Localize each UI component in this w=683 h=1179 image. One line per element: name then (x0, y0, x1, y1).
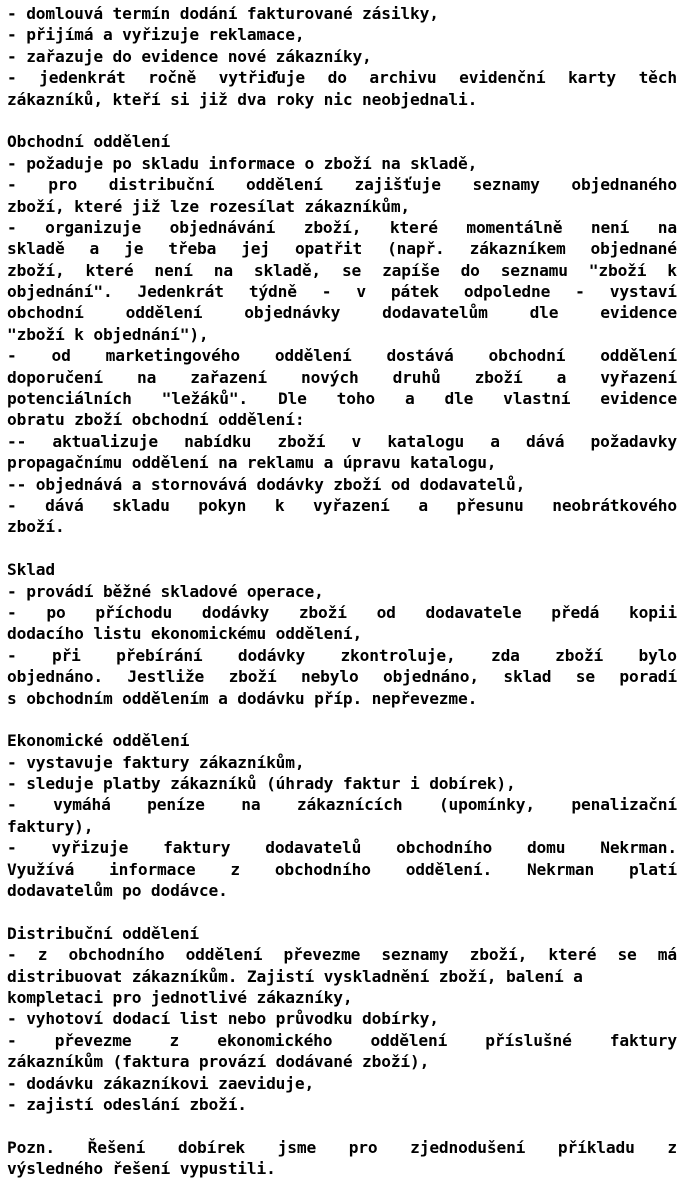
text-word: do (460, 260, 480, 280)
text-line (7, 388, 677, 409)
text-word: sklad (503, 667, 552, 687)
text-line (7, 666, 677, 687)
blank-line (7, 110, 677, 131)
text-line: obratu zboží obchodní oddělení: (7, 410, 305, 430)
text-line: faktury), (7, 816, 94, 836)
text-line: s obchodním oddělením a dodávku příp. nepřevezme. (7, 688, 478, 708)
text-line: zákazníkům (faktura provází dodávané zboží), (7, 1052, 430, 1072)
text-line: - domlouvá termín dodání fakturované zásilky, (7, 4, 439, 23)
text-word: dostává (386, 346, 454, 366)
text-word: nebylo (300, 667, 359, 687)
text-word: druhů (392, 367, 441, 387)
text-word: Jestliže (127, 667, 205, 687)
text-word: které (85, 260, 134, 280)
text-word: objednání". (7, 282, 113, 302)
text-word: dodavatele (425, 602, 522, 622)
text-line: zboží, které již lze rozesílat zákazníkům, (7, 196, 411, 216)
text-word: obchodního (274, 859, 371, 879)
text-word: vytřiďuje (218, 68, 306, 88)
text-word: objednané (590, 239, 677, 259)
text-word: není (590, 217, 630, 237)
text-word: zajišťuje (354, 175, 441, 195)
text-word: aktualizuje (52, 431, 158, 451)
text-word: momentálně (466, 217, 563, 237)
blank-line (7, 901, 677, 922)
text-word: seznamy (381, 945, 449, 965)
text-line (7, 1030, 677, 1051)
text-word: a (556, 367, 567, 387)
text-line (7, 645, 677, 666)
text-word: zjednodušení (410, 1137, 526, 1157)
text-line (7, 260, 677, 281)
text-word: skladě (7, 239, 65, 259)
text-word: dobírek (177, 1137, 246, 1157)
text-word: odpoledne (463, 282, 551, 302)
text-line (7, 174, 677, 195)
text-word: má (657, 945, 677, 965)
blank-line (7, 709, 677, 730)
text-word: pro (348, 1137, 378, 1157)
text-word: peníze (147, 795, 205, 815)
text-word: penalizační (571, 795, 677, 815)
text-word: nových (300, 367, 359, 387)
text-word: z (667, 1137, 677, 1157)
paragraph (7, 1137, 677, 1179)
text-word: objednáno, (382, 667, 479, 687)
text-word: - (575, 282, 585, 302)
text-word: není (154, 260, 193, 280)
text-word: organizuje (45, 217, 142, 237)
text-word: skladě, (253, 260, 322, 280)
section-heading: Ekonomické oddělení (7, 731, 190, 751)
text-word: které (548, 945, 597, 965)
text-line: zboží. (7, 517, 65, 537)
text-word: objednáno. (7, 667, 103, 687)
text-word: a (89, 239, 100, 259)
text-word: přebírání (116, 645, 203, 665)
text-line: - sleduje platby zákazníků (úhrady faktur i dobírek), (7, 774, 516, 794)
text-word: pokyn (198, 495, 247, 515)
text-word: evidence (600, 389, 677, 409)
text-word: marketingového (105, 346, 240, 366)
text-word: zboží (474, 367, 523, 387)
text-word: zboží, (7, 260, 65, 280)
section-heading: Sklad (7, 560, 55, 580)
text-word: vystaví (609, 282, 677, 302)
text-word: obchodní (488, 346, 566, 366)
text-line (7, 238, 677, 259)
text-line (7, 495, 677, 516)
text-word: zkontroluje, (340, 645, 456, 665)
text-word: přesunu (456, 495, 524, 515)
text-word: k (274, 495, 285, 515)
text-word: a (490, 431, 500, 451)
text-word: obchodního (68, 945, 165, 965)
text-word: se (617, 945, 637, 965)
text-word: ekonomického (217, 1030, 333, 1050)
text-word: domu (526, 838, 566, 858)
text-line: distribuovat zákazníkům. Zajistí vyskladnění zboží, balení a (7, 966, 583, 986)
text-word: pro (48, 175, 78, 195)
text-word: informace (109, 859, 196, 879)
text-word: - (7, 645, 17, 665)
text-line: výsledného řešení vypustili. (7, 1159, 276, 1179)
text-word: poradí (619, 667, 677, 687)
text-word: katalogu (387, 431, 465, 451)
text-line (7, 602, 677, 623)
text-word: objednávání (169, 217, 276, 237)
text-line (7, 944, 677, 965)
text-word: jedenkrát (39, 68, 126, 88)
text-line (7, 859, 677, 880)
text-word: těch (638, 68, 677, 88)
text-line: - provádí běžné skladové operace, (7, 581, 324, 601)
text-word: ročně (148, 68, 197, 88)
text-word: po (46, 602, 66, 622)
text-word: Nekrman. (600, 838, 677, 858)
paragraph (7, 581, 677, 709)
text-word: zda (490, 645, 520, 665)
text-word: karty (568, 68, 617, 88)
text-word: Řešení (87, 1137, 146, 1157)
blank-line (7, 1115, 677, 1136)
text-word: Využívá (7, 859, 75, 879)
text-word: v (356, 282, 366, 302)
text-word: zákazníkem (469, 239, 566, 259)
text-word: předá (551, 602, 600, 622)
text-word: které (389, 217, 438, 237)
text-word: od (376, 602, 396, 622)
text-line: - zařazuje do evidence nové zákazníky, (7, 46, 372, 66)
text-word: při (51, 645, 81, 665)
text-word: pátek (390, 282, 439, 302)
text-word: na (657, 217, 677, 237)
text-word: a (418, 495, 428, 515)
text-line: - přijímá a vyřizuje reklamace, (7, 25, 305, 45)
text-word: vlastní (503, 389, 571, 409)
paragraph (7, 3, 677, 110)
text-line (7, 367, 677, 388)
text-word: - (7, 795, 17, 815)
text-line (7, 281, 677, 302)
text-word: kopii (629, 602, 677, 622)
text-word: vyřizuje (51, 838, 129, 858)
text-word: faktury (609, 1030, 677, 1050)
section-heading: Distribuční oddělení (7, 923, 199, 943)
text-line: - požaduje po skladu informace o zboží na skladě, (7, 153, 478, 173)
text-word: na (213, 260, 233, 280)
text-line: propagačnímu oddělení na reklamu a úpravu katalogu, (7, 453, 497, 473)
text-line (7, 794, 677, 815)
text-word: - (7, 217, 17, 237)
text-word: objednávky (244, 303, 341, 323)
text-word: - (321, 282, 332, 302)
text-line (7, 1137, 677, 1158)
text-word: dle (444, 389, 474, 409)
text-word: třeba (168, 239, 217, 259)
text-word: neobrátkového (552, 495, 677, 515)
text-word: - (7, 68, 17, 88)
text-word: objednaného (571, 175, 677, 195)
text-word: zboží, (469, 945, 528, 965)
text-word: oddělení (246, 175, 323, 195)
text-word: bylo (638, 645, 677, 665)
text-word: distribuční (108, 175, 215, 195)
text-word: příchodu (95, 602, 173, 622)
text-line: dodacího listu ekonomickému oddělení, (7, 624, 363, 644)
text-word: z (230, 859, 240, 879)
text-word: převezme (54, 1030, 132, 1050)
text-word: evidenční (459, 68, 546, 88)
text-word: zapíše (382, 260, 440, 280)
text-line (7, 431, 677, 452)
text-word: skladu (112, 495, 170, 515)
text-word: toho (336, 389, 376, 409)
text-word: Dle (277, 389, 307, 409)
text-word: seznamy (472, 175, 540, 195)
text-word: k (667, 260, 677, 280)
text-line (7, 837, 677, 858)
text-word: jej (241, 239, 270, 259)
text-word: - (7, 495, 17, 515)
document-text-body (7, 3, 677, 1179)
text-word: evidence (600, 303, 677, 323)
text-word: Jedenkrát (137, 282, 224, 302)
text-word: potenciálních (7, 389, 132, 409)
paragraph (7, 752, 677, 902)
text-word: z (169, 1030, 180, 1050)
text-word: - (7, 346, 17, 366)
text-word: zboží, (303, 217, 362, 237)
text-word: dodávky (237, 645, 306, 665)
text-word: oddělení (600, 346, 677, 366)
text-word: se (341, 260, 362, 280)
text-word: na (241, 795, 261, 815)
text-word: oddělení (274, 346, 352, 366)
text-word: nabídku (184, 431, 252, 451)
text-word: - (7, 175, 17, 195)
text-word: je (124, 239, 144, 259)
text-word: opatřit (294, 239, 363, 259)
text-line: -- objednává a stornovává dodávky zboží od dodavatelů, (7, 474, 526, 494)
text-line (7, 302, 677, 323)
text-word: a (404, 389, 415, 409)
text-word: příslušné (485, 1030, 572, 1050)
text-word: dle (529, 303, 559, 323)
text-word: zařazení (190, 367, 267, 387)
text-word: zboží (228, 667, 277, 687)
text-line: kompletaci pro jednotlivé zákazníky, (7, 987, 353, 1007)
text-word: oddělení (185, 945, 263, 965)
text-word: převezme (283, 945, 361, 965)
text-word: archivu (369, 68, 437, 88)
text-word: faktury (163, 838, 231, 858)
blank-line (7, 538, 677, 559)
paragraph (7, 944, 677, 1115)
text-word: - (7, 838, 17, 858)
text-line: zákazníků, kteří si již dva roky nic neobjednali. (7, 89, 478, 109)
text-word: obchodního (396, 838, 493, 858)
text-word: na (136, 367, 157, 387)
text-word: - (7, 945, 17, 965)
text-word: Pozn. (7, 1137, 55, 1157)
text-word: vymáhá (53, 795, 111, 815)
text-word: oddělení (370, 1030, 448, 1050)
text-word: v (351, 431, 362, 451)
text-word: zboží (555, 645, 604, 665)
text-line (7, 67, 677, 88)
text-word: (upomínky, (438, 795, 535, 815)
text-word: Nekrman (526, 859, 595, 879)
text-word: - (7, 602, 17, 622)
text-word: dává (526, 431, 565, 451)
text-word: požadavky (590, 431, 677, 451)
text-word: příkladu (557, 1137, 635, 1157)
text-word: vyřazení (312, 495, 390, 515)
text-word: "zboží (588, 260, 647, 280)
text-line: - vystavuje faktury zákazníkům, (7, 752, 305, 772)
text-word: týdně (248, 282, 297, 302)
text-word: se (575, 667, 595, 687)
text-word: "ležáků". (161, 389, 249, 409)
text-word: dává (45, 495, 84, 515)
text-word: zboží (298, 602, 347, 622)
text-line (7, 345, 677, 366)
text-word: dodavatelům (382, 303, 488, 323)
text-line: - dodávku zákazníkovi zaeviduje, (7, 1073, 315, 1093)
text-word: zákaznících (296, 795, 403, 815)
text-word: do (327, 68, 347, 88)
text-word: doporučení (7, 367, 103, 387)
text-line: "zboží k objednání"), (7, 324, 209, 344)
text-word: -- (7, 431, 27, 451)
text-word: dodavatelů (265, 838, 362, 858)
paragraph (7, 153, 677, 538)
text-word: jsme (277, 1137, 317, 1157)
section-heading: Obchodní oddělení (7, 132, 171, 152)
text-line (7, 217, 677, 238)
text-word: obchodní (7, 303, 84, 323)
text-line: dodavatelům po dodávce. (7, 881, 228, 901)
text-word: platí (629, 859, 677, 879)
text-line: - vyhotoví dodací list nebo průvodku dobírky, (7, 1009, 439, 1029)
text-word: dodávky (201, 602, 270, 622)
text-word: - (7, 1030, 17, 1050)
text-word: oddělení. (405, 859, 493, 879)
text-word: oddělení (125, 303, 203, 323)
text-word: zboží (277, 431, 326, 451)
text-word: vyřazení (600, 367, 677, 387)
text-word: z (37, 945, 48, 965)
text-word: (např. (387, 239, 445, 259)
text-word: seznamu (500, 260, 568, 280)
text-word: od (51, 346, 71, 366)
text-line: - zajistí odeslání zboží. (7, 1094, 247, 1114)
